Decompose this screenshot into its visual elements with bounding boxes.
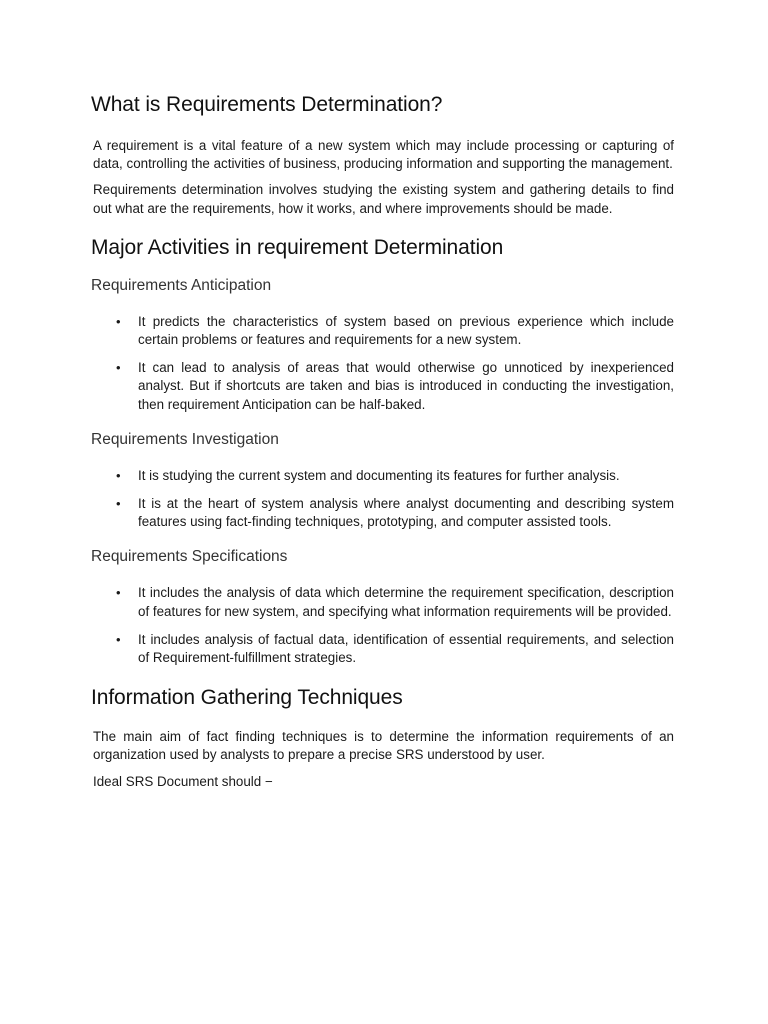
list-item-text: It is studying the current system and documenting its features for further analysis.: [138, 467, 620, 483]
list-item: [91, 359, 674, 414]
subheading-requirements-anticipation: Requirements Anticipation: [91, 276, 272, 294]
document-content: [91, 92, 674, 791]
subheading-requirements-investigation: Requirements Investigation: [91, 430, 279, 448]
paragraph-requirement-definition: A requirement is a vital feature of a new system which may include processing or capturing of data, controlling the activities of business, producing information and supporting the management.: [93, 138, 674, 172]
paragraph-determination-description: Requirements determination involves studying the existing system and gathering details to find out what are the requirements, how it works, and where improvements should be made.: [93, 182, 674, 216]
bullet-icon: •: [116, 631, 121, 647]
paragraph-ideal-srs: Ideal SRS Document should −: [93, 773, 273, 789]
bullet-icon: •: [116, 585, 121, 601]
bullet-icon: •: [116, 313, 121, 329]
list-item: [91, 313, 674, 349]
list-item-text: It is at the heart of system analysis where analyst documenting and describing system features using fact-finding techniques, prototyping, and computer assisted tools.: [138, 496, 674, 530]
bullet-icon: •: [116, 467, 121, 483]
heading-requirements-determination: What is Requirements Determination?: [91, 93, 443, 116]
heading-major-activities: Major Activities in requirement Determination: [91, 235, 504, 259]
subheading-requirements-specifications: Requirements Specifications: [91, 548, 288, 566]
bullet-icon: •: [116, 496, 121, 512]
list-item-text: It includes analysis of factual data, identification of essential requirements, and selection of Requirement-fulfillment strategies.: [138, 631, 674, 666]
list-item: [91, 467, 674, 485]
list-item: [91, 584, 674, 620]
anticipation-list: [91, 313, 674, 414]
list-item: [91, 495, 674, 531]
list-item-text: It predicts the characteristics of system based on previous experience which include certain problems or features and requirements for a new system.: [138, 313, 674, 348]
investigation-list: [91, 467, 674, 532]
list-item: [91, 631, 674, 667]
heading-information-gathering: Information Gathering Techniques: [91, 686, 403, 710]
bullet-icon: •: [116, 360, 121, 376]
paragraph-fact-finding-aim: The main aim of fact finding techniques is to determine the information requirements of an organization used by analysts to prepare a precise SRS understood by user.: [93, 729, 674, 763]
specifications-list: [91, 584, 674, 667]
list-item-text: It includes the analysis of data which determine the requirement specification, description of features for new system, and specifying what information requirements will be provided.: [138, 585, 674, 619]
list-item-text: It can lead to analysis of areas that would otherwise go unnoticed by inexperienced analyst. But if shortcuts are taken and bias is introduced in conducting the investigation, then requirement Anticipation can be half-baked.: [138, 360, 674, 412]
